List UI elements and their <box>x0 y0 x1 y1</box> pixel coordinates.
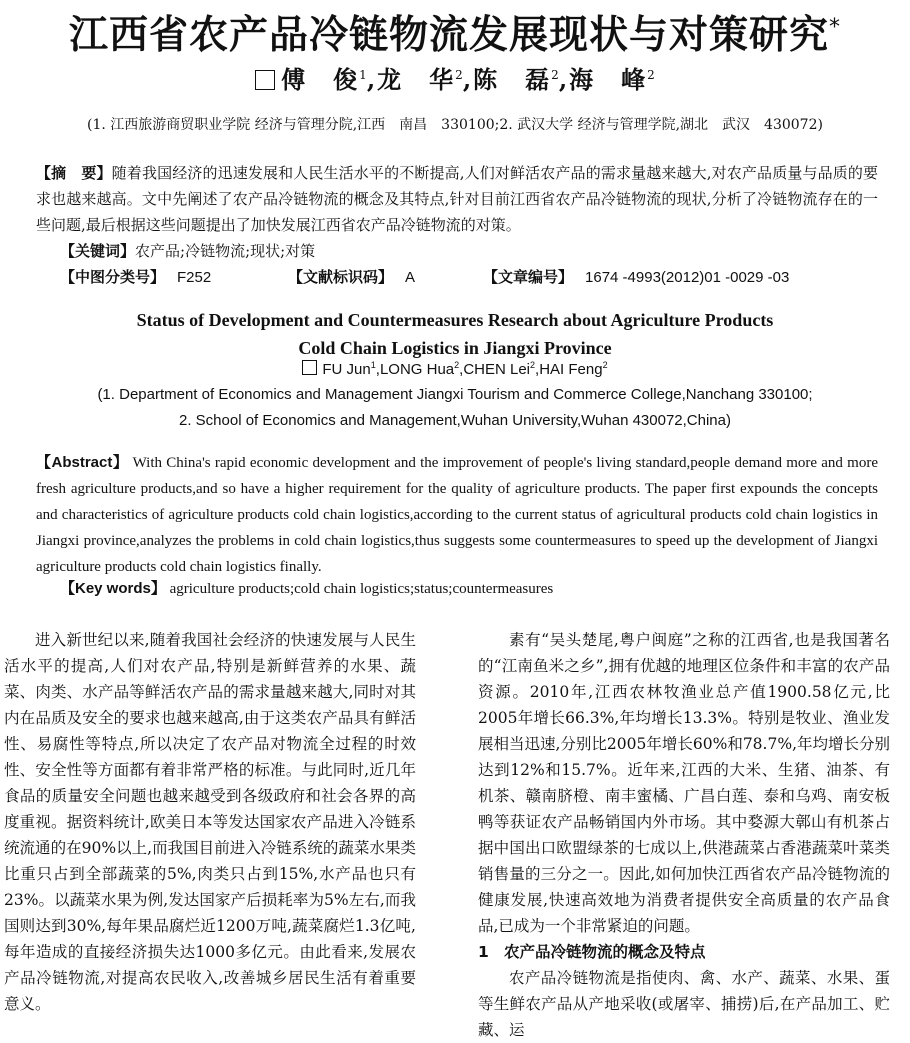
author-box-icon <box>302 360 317 375</box>
author-4: 海 峰 <box>569 65 648 94</box>
author-sep: , <box>375 361 380 378</box>
title-footnote-mark: * <box>829 15 841 40</box>
document-code <box>288 266 415 287</box>
abstract-cn-label: 【摘 要】 <box>36 164 112 182</box>
article-number <box>483 266 789 287</box>
author-sep: , <box>462 65 474 94</box>
author-en-4-sup: 2 <box>602 360 608 370</box>
paper-title-text: 江西省农产品冷链物流发展现状与对策研究 <box>68 13 829 58</box>
author-en-3-sup: 2 <box>530 360 536 370</box>
author-en-3: CHEN Lei <box>463 361 531 378</box>
author-en-1-sup: 1 <box>370 360 376 370</box>
author-3-sup: 2 <box>551 68 559 82</box>
author-sep: , <box>366 65 378 94</box>
clc-number <box>60 266 211 287</box>
author-en-1: FU Jun <box>322 361 371 378</box>
paper-title-en-line2: Cold Chain Logistics in Jiangxi Province <box>298 338 612 358</box>
abstract-en <box>36 450 878 580</box>
section-heading-1 <box>478 939 890 965</box>
clc-label: 【中图分类号】 <box>60 268 166 286</box>
author-sep: , <box>535 361 540 378</box>
author-en-2-sup: 2 <box>454 360 460 370</box>
clc-value: F252 <box>177 269 212 286</box>
jiangxi-paragraph: 素有“吴头楚尾,粤户闽庭”之称的江西省,也是我国著名的“江南鱼米之乡”,拥有优越的地理区位条件和丰富的农产品资源。2010年,江西农林牧渔业总产值1900.58亿元,比2005年增长66.3%,年均增长13.3%。特别是牧业、渔业发展相当迅速,分别比2005年增长60%和78.7%,年均增长分别达到12%和15.7%。近年来,江西的大米、生猪、油茶、有机茶、赣南脐橙、南丰蜜橘、广昌白莲、泰和乌鸡、南安板鸭等获证农产品畅销国内外市场。其中婺源大鄣山有机茶占据中国出口欧盟绿茶的七成以上,供港蔬菜占香港蔬菜叶菜类销售量的三分之一。因此,如何加快江西省农产品冷链物流的健康发展,快速高效地为消费者提供安全高质量的农产品食品,已成为一个非常紧迫的问题。 <box>478 631 890 935</box>
author-1-sup: 1 <box>359 68 367 82</box>
affiliation-en-line2: 2. School of Economics and Management,Wuhan University,Wuhan 430072,China) <box>179 412 731 429</box>
section-title: 农产品冷链物流的概念及特点 <box>504 943 706 961</box>
abstract-cn <box>36 160 878 238</box>
abstract-cn-text: 随着我国经济的迅速发展和人民生活水平的不断提高,人们对鲜活农产品的需求量越来越大,对农产品质量与品质的要求也越来越高。文中先阐述了农产品冷链物流的概念及其特点,针对目前江西省农产品冷链物流的现状,分析了冷链物流存在的一些问题,最后根据这些问题提出了加快发展江西省农产品冷链物流的对策。 <box>36 164 878 234</box>
keywords-cn-text: 农产品;冷链物流;现状;对策 <box>135 242 316 260</box>
article-value: 1674 -4993(2012)01 -0029 -03 <box>585 269 790 286</box>
affiliation-cn: (1. 江西旅游商贸职业学院 经济与管理分院,江西 南昌 330100;2. 武汉大学 经济与管理学院,湖北 武汉 430072) <box>87 117 823 133</box>
doc-value: A <box>405 269 416 286</box>
author-3: 陈 磊 <box>473 65 552 94</box>
paper-title-en <box>0 306 910 362</box>
section-number: 1 <box>478 943 489 961</box>
keywords-en-label: 【Key words】 <box>60 580 166 597</box>
author-line-cn <box>0 60 910 95</box>
author-4-sup: 2 <box>647 68 655 82</box>
keywords-cn <box>60 240 315 261</box>
author-2-sup: 2 <box>455 68 463 82</box>
author-2: 龙 华 <box>377 65 456 94</box>
body-column-right <box>478 627 890 1043</box>
keywords-en-text: agriculture products;cold chain logistics;status;countermeasures <box>169 581 554 597</box>
article-label: 【文章编号】 <box>483 268 574 286</box>
author-box-icon <box>255 70 275 90</box>
author-sep: , <box>558 65 570 94</box>
author-sep: , <box>459 361 464 378</box>
author-1: 傅 俊 <box>281 65 360 94</box>
paper-title-en-line1: Status of Development and Countermeasures Research about Agriculture Products <box>136 310 774 330</box>
author-en-4: HAI Feng <box>539 361 603 378</box>
author-line-en <box>0 360 910 378</box>
affiliation-en-line1: (1. Department of Economics and Management Jiangxi Tourism and Commerce College,Nanchang 330100; <box>97 386 813 403</box>
abstract-en-text: With China's rapid economic development and the improvement of people's living standard,people demand more and more fresh agriculture products,and so have a higher requirement for the quality of agriculture products. The paper first expounds the concepts and characteristics of agriculture products cold chain logistics,according to the current status of agricultural products cold chain logistics in Jiangxi province,analyzes the problems in cold chain logistics,thus suggests some countermeasures to speed up the development of Jiangxi agriculture products cold chain logistics finally. <box>36 455 878 575</box>
author-en-2: LONG Hua <box>379 361 455 378</box>
doc-label: 【文献标识码】 <box>288 268 394 286</box>
abstract-en-label: 【Abstract】 <box>36 454 129 471</box>
keywords-cn-label: 【关键词】 <box>60 242 136 260</box>
paper-title <box>0 4 910 60</box>
intro-paragraph: 进入新世纪以来,随着我国社会经济的快速发展与人民生活水平的提高,人们对农产品,特别是新鲜营养的水果、蔬菜、肉类、水产品等鲜活农产品的需求量越来越大,同时对其内在品质及安全的要求也越来越高,由于这类农产品具有鲜活性、易腐性等特点,所以决定了农产品对物流全过程的时效性、安全性等方面都有着非常严格的标准。与此同时,近几年食品的质量安全问题也越来越受到各级政府和社会各界的高度重视。据资料统计,欧美日本等发达国家农产品进入冷链系统流通的在90%以上,而我国目前进入冷链系统的蔬菜水果类比重只占到全部蔬菜的5%,肉类只占到15%,水产品也只有23%。以蔬菜水果为例,发达国家产后损耗率为5%左右,而我国则达到30%,每年果品腐烂近1200万吨,蔬菜腐烂1.3亿吨,每年造成的直接经济损失达1000多亿元。由此看来,发展农产品冷链物流,对提高农民收入,改善城乡居民生活有着重要意义。 <box>4 631 416 1013</box>
section1-paragraph: 农产品冷链物流是指使肉、禽、水产、蔬菜、水果、蛋等生鲜农产品从产地采收(或屠宰、捕捞)后,在产品加工、贮藏、运 <box>478 969 890 1039</box>
body-column-left <box>4 627 416 1017</box>
keywords-en <box>60 577 553 598</box>
